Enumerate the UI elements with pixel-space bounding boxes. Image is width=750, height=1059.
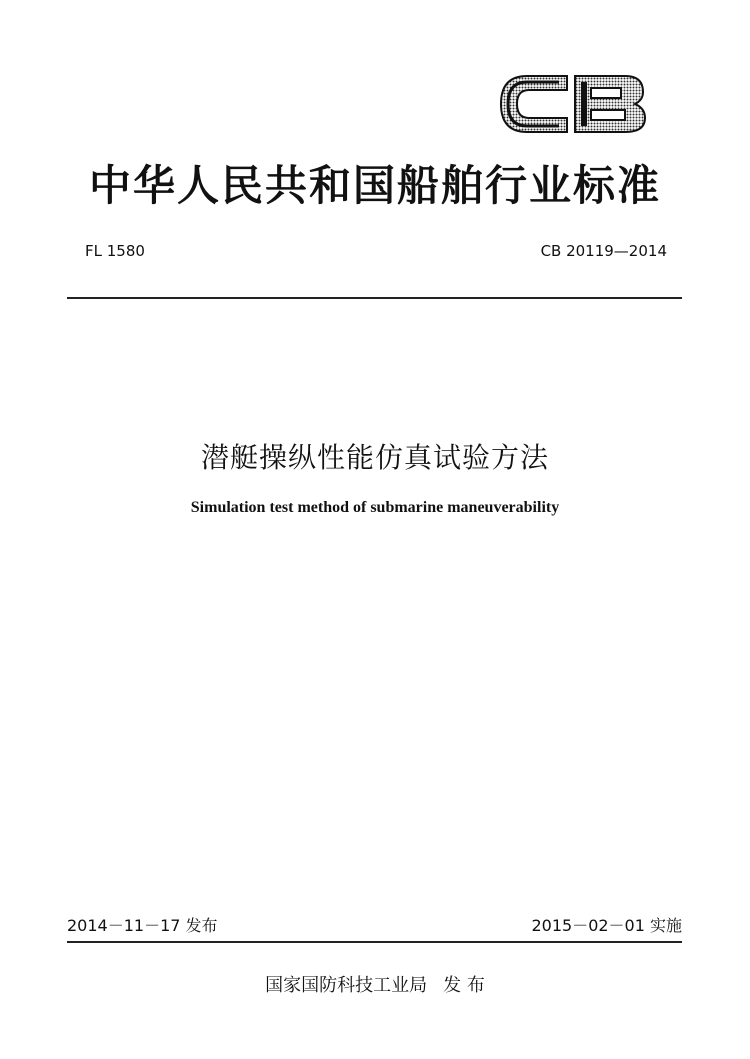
fl-code: FL 1580 xyxy=(85,242,145,260)
document-title-cn: 潜艇操纵性能仿真试验方法 xyxy=(200,441,549,474)
implementation-date: 2015－02－01 实施 xyxy=(531,916,682,935)
publisher-line xyxy=(0,971,750,997)
publisher-name: 国家国防科技工业局 xyxy=(265,975,428,996)
standard-number: CB 20119—2014 xyxy=(540,242,667,260)
publish-label: 发 布 xyxy=(443,975,485,996)
cb-logo xyxy=(497,68,647,140)
footer-divider xyxy=(67,941,682,943)
standard-title: 中华人民共和国船舶行业标准 xyxy=(88,161,661,210)
issue-date: 2014－11－17 发布 xyxy=(67,916,218,935)
document-title-en: Simulation test method of submarine maneuverability xyxy=(190,499,560,516)
header-divider xyxy=(67,297,682,299)
